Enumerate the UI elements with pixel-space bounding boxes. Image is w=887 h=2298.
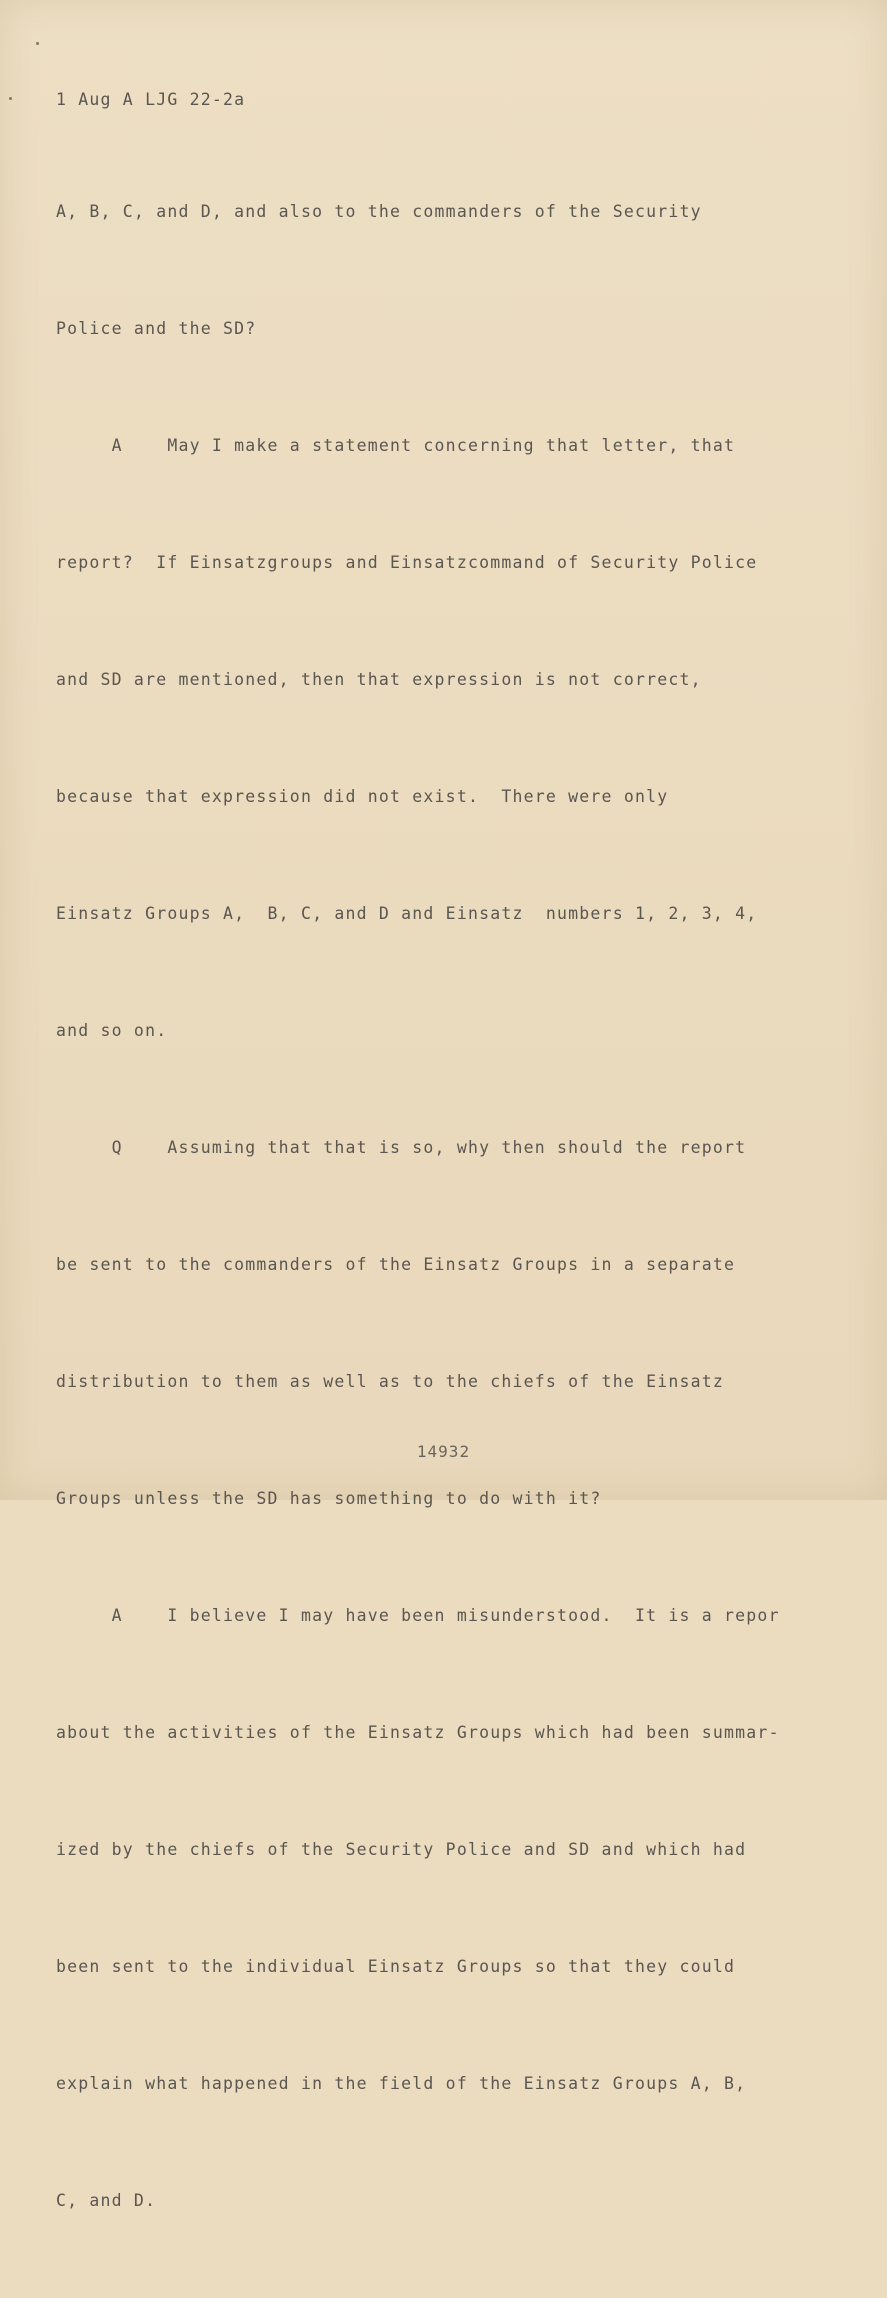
text-line: report? If Einsatzgroups and Einsatzcommand of Security Police [56, 553, 758, 572]
text-line: Q Assuming that that is so, why then should the report [56, 1138, 747, 1157]
document-body [56, 114, 780, 2298]
text-line: distribution to them as well as to the chiefs of the Einsatz [56, 1372, 725, 1391]
text-line: and SD are mentioned, then that expression is not correct, [56, 670, 702, 689]
document-header: 1 Aug A LJG 22-2a [56, 90, 246, 109]
paper-speck [9, 97, 12, 100]
text-line: Einsatz Groups A, B, C, and D and Einsatz numbers 1, 2, 3, 4, [56, 904, 758, 923]
page-number: 14932 [416, 1442, 471, 1461]
text-line: C, and D. [56, 2191, 157, 2210]
text-line: ized by the chiefs of the Security Police and SD and which had [56, 1840, 747, 1859]
text-line: been sent to the individual Einsatz Groups so that they could [56, 1957, 736, 1976]
text-line: A May I make a statement concerning that letter, that [56, 436, 736, 455]
text-line: explain what happened in the field of the Einsatz Groups A, B, [56, 2074, 747, 2093]
text-line: A, B, C, and D, and also to the commanders of the Security [56, 202, 702, 221]
text-line: Police and the SD? [56, 319, 257, 338]
text-line: Groups unless the SD has something to do with it? [56, 1489, 602, 1508]
text-line: because that expression did not exist. There were only [56, 787, 669, 806]
paper-speck [36, 42, 39, 45]
text-line: about the activities of the Einsatz Groups which had been summar- [56, 1723, 780, 1742]
text-line: A I believe I may have been misunderstood. It is a repor [56, 1606, 780, 1625]
text-line: be sent to the commanders of the Einsatz Groups in a separate [56, 1255, 736, 1274]
text-line: and so on. [56, 1021, 168, 1040]
